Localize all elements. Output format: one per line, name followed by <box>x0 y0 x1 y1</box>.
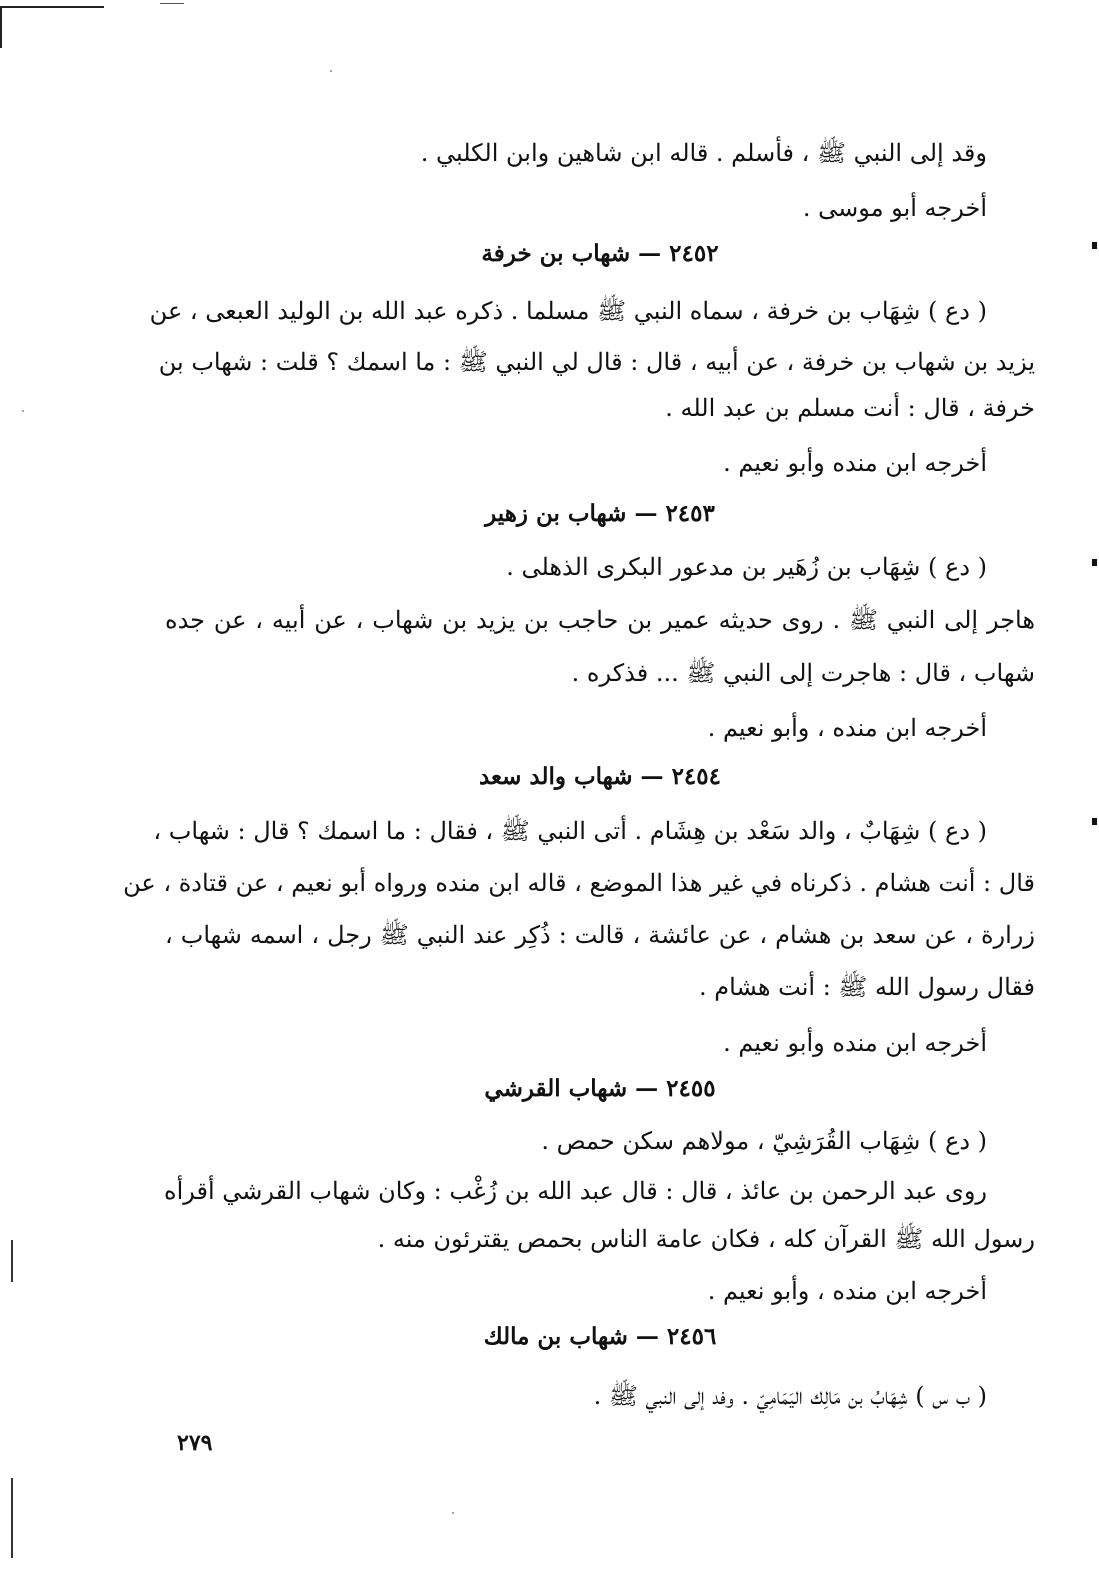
text-line: قال : أنت هشام . ذكرناه في غير هذا الموضع ، قاله ابن منده ورواه أبو نعيم ، عن قتادة ، عن <box>123 869 1035 897</box>
text-line: أخرجه أبو موسى . <box>802 194 987 222</box>
text-line: أخرجه ابن منده وأبو نعيم . <box>723 449 987 477</box>
scan-border-corner <box>0 6 104 48</box>
page-number: ٢٧٩ <box>177 1430 213 1456</box>
text-line: ( دع ) شِهَابٌ ، والد سَعْد بن هِشَام . أتى النبي ﷺ ، فقال : ما اسمك ؟ قال : شهاب ، <box>153 817 987 845</box>
text-line: خرفة ، قال : أنت مسلم بن عبد الله . <box>665 394 1035 422</box>
text-line: هاجر إلى النبي ﷺ . روى حديثه عمير بن حاجب بن يزيد بن شهاب ، عن أبيه ، عن جده <box>165 606 1036 634</box>
text-line: ( دع ) شِهَاب بن خرفة ، سماه النبي ﷺ مسلما . ذكره عبد الله بن الوليد العبعى ، عن <box>149 297 987 325</box>
text-line: وقد إلى النبي ﷺ ، فأسلم . قاله ابن شاهين وابن الكلبي . <box>420 139 987 167</box>
entry-heading: ٢٤٥٣ — شهاب بن زهير <box>485 500 715 527</box>
text-line: أخرجه ابن منده ، وأبو نعيم . <box>707 714 987 742</box>
text-line: أخرجه ابن منده ، وأبو نعيم . <box>707 1277 987 1305</box>
text-line: ( ب س ) شِهَابُ بن مَالِك اليَمَامِيّ . وفد إلى النبي ﷺ . <box>593 1382 987 1410</box>
scan-mark <box>160 3 184 4</box>
entry-heading: ٢٤٥٦ — شهاب بن مالك <box>483 1323 717 1350</box>
margin-mark <box>1092 242 1097 249</box>
text-line: أخرجه ابن منده وأبو نعيم . <box>723 1029 987 1057</box>
entry-heading: ٢٤٥٢ — شهاب بن خرفة <box>481 240 719 267</box>
text-line: رسول الله ﷺ القرآن كله ، فكان عامة الناس بحمص يقترئون منه . <box>377 1225 1035 1253</box>
entry-heading: ٢٤٥٥ — شهاب القرشي <box>484 1075 716 1102</box>
scan-edge-line <box>11 1240 13 1282</box>
scan-speck <box>330 70 332 72</box>
scan-speck <box>22 410 24 412</box>
text-line: يزيد بن شهاب بن خرفة ، عن أبيه ، قال : قال لي النبي ﷺ : ما اسمك ؟ قلت : شهاب بن <box>158 348 1035 376</box>
text-line: روى عبد الرحمن بن عائذ ، قال : قال عبد الله بن زُغْب : وكان شهاب القرشي أقرأه <box>164 1177 987 1205</box>
text-line: شهاب ، قال : هاجرت إلى النبي ﷺ ... فذكره . <box>571 659 1035 687</box>
margin-mark <box>1092 559 1097 566</box>
text-line: زرارة ، عن سعد بن هشام ، عن عائشة ، قالت : ذُكِر عند النبي ﷺ رجل ، اسمه شهاب ، <box>165 921 1035 949</box>
text-line: ( دع ) شِهَاب القُرَشِيّ ، مولاهم سكن حمص . <box>541 1127 987 1155</box>
entry-heading: ٢٤٥٤ — شهاب والد سعد <box>478 763 721 790</box>
scan-speck <box>452 1512 454 1514</box>
text-line: ( دع ) شِهَاب بن زُهَير بن مدعور البكرى الذهلى . <box>506 553 987 581</box>
margin-mark <box>1092 818 1097 825</box>
scan-edge-line <box>11 1478 13 1558</box>
text-line: فقال رسول الله ﷺ : أنت هشام . <box>699 973 1035 1001</box>
